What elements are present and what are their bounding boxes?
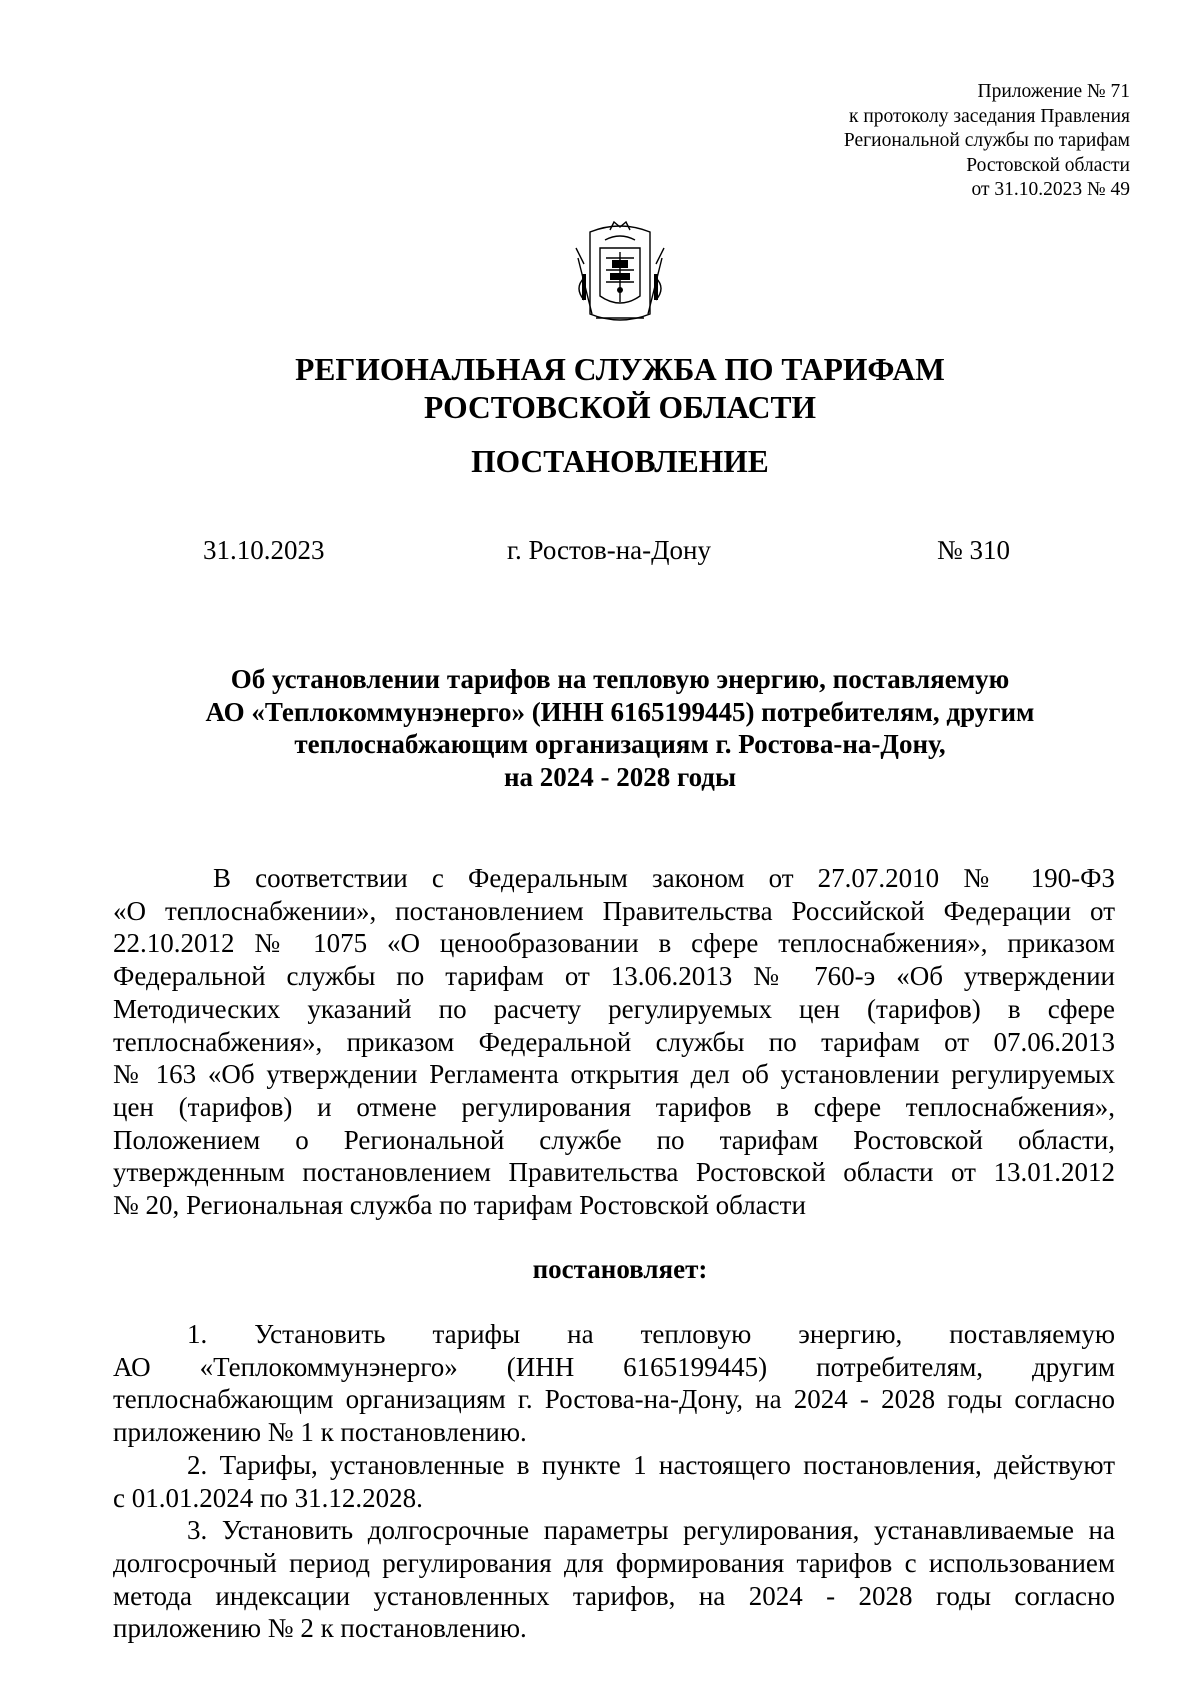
paragraph-line: № 163 «Об утверждении Регламента открытия дел об установлении регулируемых: [113, 1059, 1115, 1090]
rostov-region-coat-of-arms-icon: [570, 218, 670, 328]
paragraph-line: цен (тарифов) и отмене регулирования тарифов в сфере теплоснабжения»,: [113, 1091, 1115, 1122]
item-2-line: 2. Тарифы, установленные в пункте 1 настоящего постановления, действуют: [187, 1449, 1115, 1480]
subject-line: на 2024 - 2028 годы: [503, 761, 737, 792]
paragraph-line: «О теплоснабжении», постановлением Правительства Российской Федерации от: [113, 895, 1115, 926]
paragraph-line: теплоснабжения», приказом Федеральной службы по тарифам от 07.06.2013: [113, 1026, 1115, 1057]
subject-line: АО «Теплокоммунэнерго» (ИНН 6165199445) потребителям, другим: [205, 696, 1035, 727]
paragraph-line: № 20, Региональная служба по тарифам Ростовской области: [113, 1190, 806, 1221]
paragraph-line: Методических указаний по расчету регулируемых цен (тарифов) в сфере: [113, 993, 1115, 1024]
subject-line: Об установлении тарифов на тепловую энергию, поставляемую: [230, 664, 1010, 694]
document-type: ПОСТАНОВЛЕНИЕ: [471, 444, 769, 479]
appendix-line: от 31.10.2023 № 49: [971, 179, 1130, 200]
resolution-items: [113, 1318, 1115, 1645]
organization-name-line: РОСТОВСКОЙ ОБЛАСТИ: [424, 390, 816, 425]
organization-name: [150, 351, 1090, 427]
appendix-line: к протоколу заседания Правления: [849, 105, 1130, 127]
item-1-line: теплоснабжающим организациям г. Ростова-на-Дону, на 2024 - 2028 годы согласно: [113, 1384, 1115, 1415]
paragraph-line: Положением о Региональной службе по тарифам Ростовской области,: [113, 1124, 1115, 1155]
organization-name-line: РЕГИОНАЛЬНАЯ СЛУЖБА ПО ТАРИФАМ: [295, 352, 945, 387]
appendix-line: Приложение № 71: [977, 81, 1130, 102]
item-3-line: метода индексации установленных тарифов, на 2024 - 2028 годы согласно: [113, 1580, 1115, 1611]
paragraph-line: В соответствии с Федеральным законом от 27.07.2010 № 190-ФЗ: [213, 863, 1115, 893]
appendix-line: Ростовской области: [966, 154, 1130, 176]
appendix-line: Региональной службы по тарифам: [843, 130, 1130, 151]
item-2-line: с 01.01.2024 по 31.12.2028.: [113, 1482, 423, 1513]
resolves-heading: постановляет:: [532, 1254, 708, 1284]
item-1-line: приложению № 1 к постановлению.: [113, 1417, 527, 1448]
paragraph-line: 22.10.2012 № 1075 «О ценообразовании в сфере теплоснабжения», приказом: [113, 928, 1115, 959]
appendix-note: [740, 80, 1130, 203]
subject-line: теплоснабжающим организациям г. Ростова-на-Дону,: [294, 729, 946, 759]
preamble-paragraph: [113, 862, 1115, 1222]
paragraph-line: утвержденным постановлением Правительства Ростовской области от 13.01.2012: [113, 1157, 1115, 1188]
document-date: 31.10.2023: [203, 535, 325, 565]
item-3-line: приложению № 2 к постановлению.: [113, 1613, 527, 1644]
item-1-line: АО «Теплокоммунэнерго» (ИНН 6165199445) потребителям, другим: [113, 1351, 1115, 1382]
item-3-line: 3. Установить долгосрочные параметры регулирования, устанавливаемые на: [187, 1515, 1115, 1546]
paragraph-line: Федеральной службы по тарифам от 13.06.2013 № 760-э «Об утверждении: [113, 961, 1115, 992]
item-3-line: долгосрочный период регулирования для формирования тарифов с использованием: [113, 1547, 1115, 1578]
document-number: № 310: [937, 535, 1011, 565]
document-subject: [140, 663, 1100, 793]
item-1-line: 1. Установить тарифы на тепловую энергию, поставляемую: [187, 1319, 1115, 1349]
document-city: г. Ростов-на-Дону: [507, 535, 712, 565]
